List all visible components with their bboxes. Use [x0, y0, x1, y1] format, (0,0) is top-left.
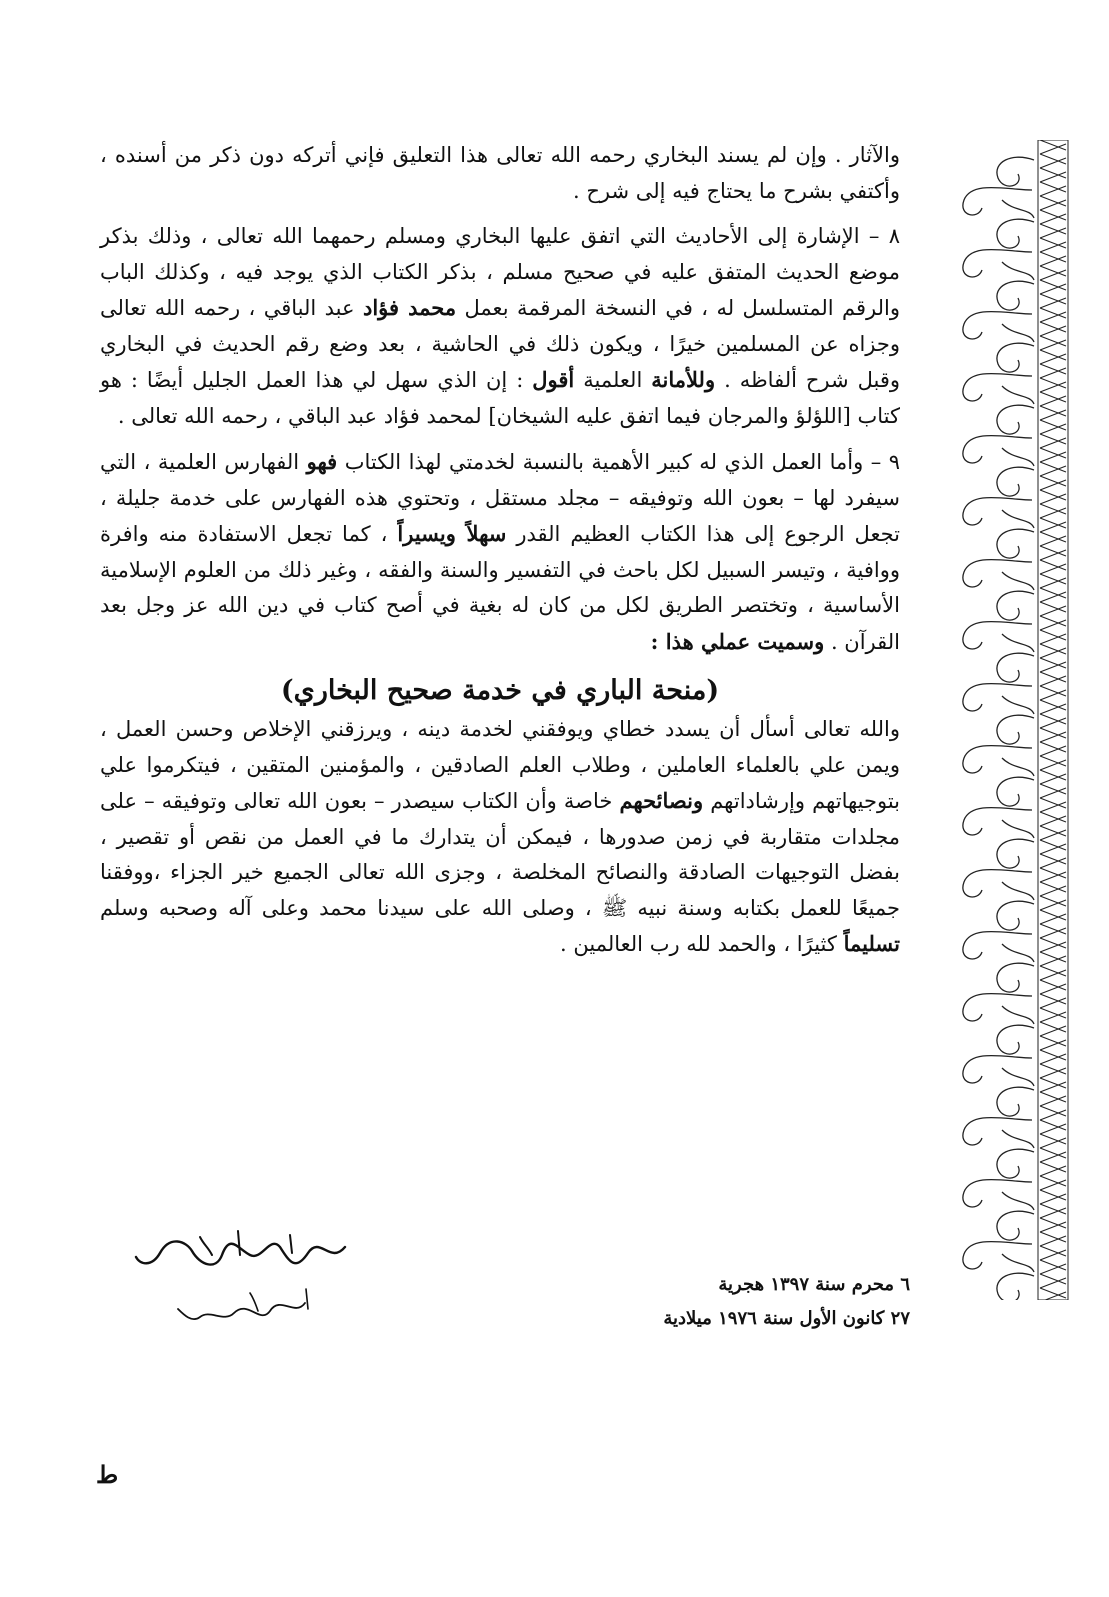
border-braid-stroke — [1040, 364, 1066, 378]
border-braid-stroke — [1040, 1036, 1066, 1050]
border-braid-stroke — [1040, 560, 1066, 574]
closing-text-b: خاصة وأن الكتاب سيصدر – بعون الله تعالى وتوفيقه – على مجلدات متقاربة في زمن صدورها ، فيمكن أن يتدارك ما في العمل من نقص أو تقصير ، بفضل التوجيهات الصادقة والنصائح المخلصة ، وجزى الله تعالى الجميع خير الجزاء ،ووفقنا جميعًا للعمل بكتابه وسنة نبيه ﷺ ، وصلى الله على سيدنا محمد وعلى آله وصحبه وسلم — [100, 789, 900, 920]
border-braid-stroke — [1040, 546, 1066, 560]
border-scroll-ornament — [963, 1025, 1034, 1086]
border-braid-stroke — [1040, 644, 1066, 658]
item-9-text-a: ٩ – وأما العمل الذي له كبير الأهمية بالنسبة لخدمتي لهذا الكتاب — [344, 450, 900, 474]
page-label: ط — [96, 1460, 119, 1489]
item-9-paragraph — [100, 444, 900, 660]
border-braid-stroke — [1040, 1176, 1066, 1190]
border-braid-stroke — [1040, 154, 1066, 168]
border-scroll-ornament — [963, 467, 1034, 528]
border-scroll-ornament — [963, 1273, 1034, 1300]
border-braid-stroke — [1040, 476, 1066, 490]
border-braid-stroke — [1040, 840, 1066, 854]
border-braid-stroke — [1040, 280, 1066, 294]
border-braid-stroke — [1040, 350, 1066, 364]
border-braid-stroke — [1040, 1246, 1066, 1260]
book-title-heading: (منحة الباري في خدمة صحيح البخاري) — [280, 675, 720, 706]
border-braid-stroke — [1040, 1078, 1066, 1092]
border-scroll-ornament — [963, 963, 1034, 1024]
border-braid-stroke — [1040, 392, 1066, 406]
item-9-fahuwa-bold: فهو — [306, 449, 338, 474]
item-8-paragraph — [100, 219, 900, 434]
border-braid-stroke — [1040, 756, 1066, 770]
border-braid-stroke — [1040, 882, 1066, 896]
border-scroll-ornament — [963, 1087, 1034, 1148]
border-braid-stroke — [1040, 784, 1066, 798]
border-braid-stroke — [1040, 266, 1066, 280]
border-braid-stroke — [1040, 1148, 1066, 1162]
border-scroll-ornament — [963, 405, 1034, 466]
border-scroll-ornament — [963, 529, 1034, 590]
border-braid-stroke — [1040, 1162, 1066, 1176]
date-block — [590, 1268, 910, 1336]
border-braid-stroke — [1040, 504, 1066, 518]
border-braid-stroke — [1040, 1106, 1066, 1120]
border-braid-stroke — [1040, 1204, 1066, 1218]
border-braid-stroke — [1040, 1064, 1066, 1078]
border-braid-stroke — [1040, 1288, 1066, 1300]
border-braid-stroke — [1040, 812, 1066, 826]
border-braid-stroke — [1040, 462, 1066, 476]
border-braid-stroke — [1040, 252, 1066, 266]
border-braid-stroke — [1040, 1022, 1066, 1036]
border-braid-stroke — [1040, 980, 1066, 994]
date-gregorian: ٢٧ كانون الأول سنة ١٩٧٦ ميلادية — [663, 1308, 910, 1329]
border-braid-stroke — [1040, 490, 1066, 504]
border-braid-stroke — [1040, 420, 1066, 434]
border-braid-stroke — [1040, 742, 1066, 756]
border-braid-stroke — [1040, 1260, 1066, 1274]
author-signature — [130, 1225, 360, 1345]
closing-nasaih-bold: ونصائحهم — [619, 788, 704, 813]
border-braid-stroke — [1040, 854, 1066, 868]
closing-tasliman-bold: تسليماً — [843, 931, 900, 956]
intro-paragraph — [100, 138, 900, 209]
border-braid-stroke — [1040, 518, 1066, 532]
item-9-text-b: الفهارس العلمية ، التي سيفرد لها – بعون الله وتوفيقه – مجلد مستقل ، وتحتوي هذه الفهارس على خدمة جليلة ، تجعل الرجوع إلى هذا الكتاب العظيم القدر — [100, 450, 900, 546]
border-braid-stroke — [1040, 868, 1066, 882]
border-scroll-ornament — [963, 777, 1034, 838]
border-scroll-ornament — [963, 219, 1034, 280]
border-braid-stroke — [1040, 140, 1066, 154]
closing-paragraph — [100, 712, 900, 963]
border-braid-stroke — [1040, 182, 1066, 196]
border-braid-stroke — [1040, 910, 1066, 924]
item-9-text-c: ، كما تجعل الاستفادة منه وافرة ووافية ، وتيسر السبيل لكل باحث في التفسير والسنة والفقه ، وغير ذلك من العلوم الإسلامية الأساسية ، وتختصر الطريق لكل من كان له بغية في أصح كتاب في دين الله عز وجل بعد القرآن . — [100, 522, 900, 654]
closing-text-a: والله تعالى أسأل أن يسدد خطاي ويوفقني لخدمة دينه ، ويرزقني الإخلاص وحسن العمل ، ويمن علي بالعلماء العاملين ، وطلاب العلم الصادقين ، والمؤمنين المتقين ، فيتكرموا علي بتوجيهاتهم وإرشاداتهم — [100, 717, 901, 813]
border-braid-stroke — [1040, 224, 1066, 238]
item-8-text-a: ٨ – الإشارة إلى الأحاديث التي اتفق عليها البخاري ومسلم رحمهما الله تعالى ، وذلك بذكر موضع الحديث المتفق عليه في صحيح مسلم ، بذكر الكتاب الذي يوجد فيه ، وكذلك الباب والرقم المتسلسل له ، في النسخة المرقمة بعمل — [100, 224, 900, 320]
item-9-named-bold: وسميت عملي هذا : — [650, 628, 825, 654]
border-braid-stroke — [1040, 952, 1066, 966]
border-braid-stroke — [1040, 1050, 1066, 1064]
border-braid-stroke — [1040, 658, 1066, 672]
border-braid-stroke — [1040, 1134, 1066, 1148]
border-scroll-ornament — [963, 839, 1034, 900]
border-scroll-ornament — [963, 1211, 1034, 1272]
item-8-name-bold: محمد فؤاد — [362, 295, 457, 320]
border-braid-stroke — [1040, 938, 1066, 952]
border-braid-stroke — [1040, 448, 1066, 462]
border-braid-stroke — [1040, 714, 1066, 728]
border-braid-stroke — [1040, 798, 1066, 812]
closing-text-c: كثيرًا ، والحمد لله رب العالمين . — [560, 932, 837, 956]
main-text — [100, 138, 900, 973]
item-8-text-c: العلمية — [583, 368, 643, 392]
border-braid-stroke — [1040, 728, 1066, 742]
border-braid-stroke — [1040, 1008, 1066, 1022]
border-braid-stroke — [1040, 602, 1066, 616]
border-braid-stroke — [1040, 1218, 1066, 1232]
border-braid-stroke — [1040, 336, 1066, 350]
border-braid-stroke — [1040, 238, 1066, 252]
border-scroll-ornament — [963, 281, 1034, 342]
border-braid-stroke — [1040, 1120, 1066, 1134]
border-braid-stroke — [1040, 672, 1066, 686]
border-braid-stroke — [1040, 168, 1066, 182]
border-braid-stroke — [1040, 896, 1066, 910]
item-8-aqul-bold: أقول — [532, 367, 575, 392]
border-scroll-ornament — [963, 343, 1034, 404]
date-hijri: ٦ محرم سنة ١٣٩٧ هجرية — [718, 1274, 910, 1295]
border-braid-stroke — [1040, 616, 1066, 630]
border-scroll-ornament — [963, 157, 1034, 218]
border-braid-stroke — [1040, 308, 1066, 322]
border-braid-stroke — [1040, 434, 1066, 448]
ornamental-border — [952, 140, 1070, 1300]
border-braid-stroke — [1040, 294, 1066, 308]
border-scroll-ornament — [963, 653, 1034, 714]
border-braid-stroke — [1040, 924, 1066, 938]
border-braid-stroke — [1040, 686, 1066, 700]
border-braid-stroke — [1040, 826, 1066, 840]
border-braid-stroke — [1040, 1274, 1066, 1288]
border-braid-stroke — [1040, 574, 1066, 588]
border-braid-stroke — [1040, 700, 1066, 714]
border-scroll-ornament — [963, 901, 1034, 962]
border-braid-stroke — [1040, 406, 1066, 420]
border-braid-stroke — [1040, 322, 1066, 336]
item-8-text-d: : إن الذي سهل لي هذا العمل الجليل أيضًا : هو كتاب [اللؤلؤ والمرجان فيما اتفق عليه الشيخان] لمحمد فؤاد عبد الباقي ، رحمه الله تعالى . — [100, 368, 900, 428]
border-braid-stroke — [1040, 770, 1066, 784]
border-braid-stroke — [1040, 378, 1066, 392]
border-braid-stroke — [1040, 994, 1066, 1008]
item-9-sahlan-bold: سهلاً ويسيراً — [397, 521, 507, 546]
border-braid-stroke — [1040, 1190, 1066, 1204]
border-scroll-ornament — [963, 1149, 1034, 1210]
border-scroll-ornament — [963, 591, 1034, 652]
border-braid-stroke — [1040, 1092, 1066, 1106]
border-braid-stroke — [1040, 1232, 1066, 1246]
border-braid-stroke — [1040, 588, 1066, 602]
item-8-amana-bold: وللأمانة — [651, 367, 716, 392]
border-braid-stroke — [1040, 532, 1066, 546]
border-braid-stroke — [1040, 210, 1066, 224]
border-scroll-ornament — [963, 715, 1034, 776]
border-braid-stroke — [1040, 630, 1066, 644]
intro-text: والآثار . وإن لم يسند البخاري رحمه الله تعالى هذا التعليق فإني أتركه دون ذكر من أسنده ، وأكتفي بشرح ما يحتاج فيه إلى شرح . — [100, 143, 900, 203]
border-braid-stroke — [1040, 196, 1066, 210]
border-braid-stroke — [1040, 966, 1066, 980]
item-8-text-b: عبد الباقي ، رحمه الله تعالى وجزاه عن المسلمين خيرًا ، ويكون ذلك في الحاشية ، بعد وضع رقم الحديث في البخاري وقبل شرح ألفاظه . — [100, 296, 900, 392]
